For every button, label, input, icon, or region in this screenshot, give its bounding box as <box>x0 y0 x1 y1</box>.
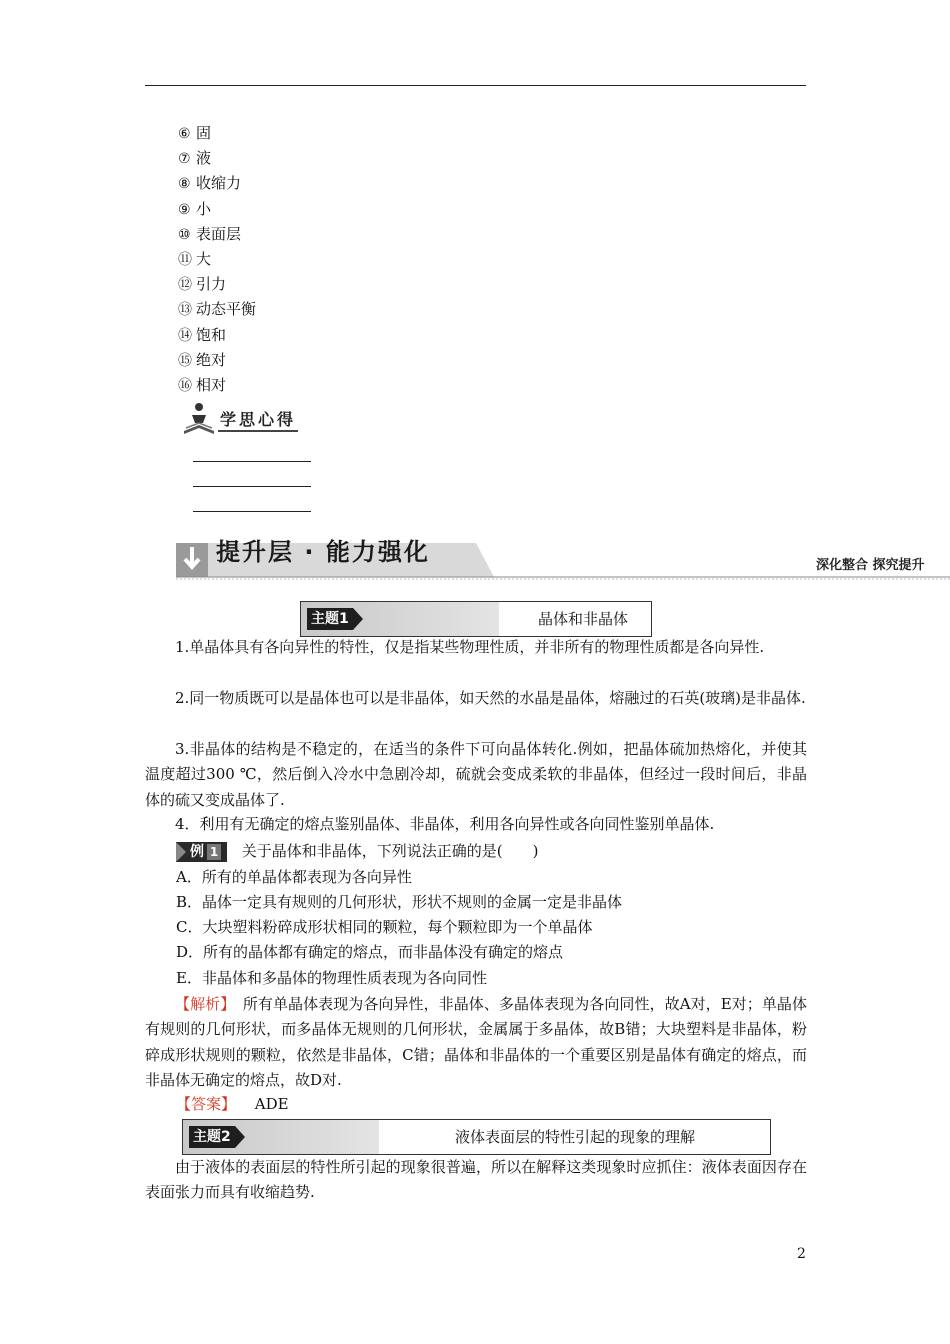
topic-2-header <box>182 1119 771 1155</box>
topic-2-name: 液体表面层的特性引起的现象的理解 <box>455 1128 696 1146</box>
option-e: E．非晶体和多晶体的物理性质表现为各向同性 <box>176 969 487 987</box>
list-item: ⑨ 小 <box>178 199 212 218</box>
analysis-paragraph <box>145 992 807 1093</box>
blank-line <box>193 461 311 462</box>
option-b: B．晶体一定具有规则的几何形状，形状不规则的金属一定是非晶体 <box>176 893 623 911</box>
answer-list <box>178 121 256 398</box>
topic-1-header <box>300 601 652 637</box>
analysis-label: 【解析】 <box>175 995 228 1013</box>
list-item: ⑬ 动态平衡 <box>178 300 257 319</box>
analysis-text: 所有单晶体表现为各向异性，非晶体、多晶体表现为各向同性，故A对，E对；单晶体有规则的几何形状，而多晶体无规则的几何形状，金属属于多晶体，故B错；大块塑料是非晶体，粉碎成形状规则的颗粒，依然是非晶体，C错；晶体和非晶体的一个重要区别是晶体有确定的熔点，而非晶体无确定的熔点，故D对. <box>145 995 807 1089</box>
topic-2-paragraph: 由于液体的表面层的特性所引起的现象很普遍，所以在解释这类现象时应抓住：液体表面因存在表面张力而具有收缩趋势. <box>145 1158 807 1202</box>
list-item: ⑥ 固 <box>178 124 212 142</box>
topic-1-name: 晶体和非晶体 <box>538 610 629 628</box>
list-item: ⑩ 表面层 <box>178 224 242 243</box>
banner-subtitle: 深化整合 探究提升 <box>816 558 925 573</box>
header-rule <box>145 85 806 86</box>
option-d: D．所有的晶体都有确定的熔点，而非晶体没有确定的熔点 <box>176 943 564 961</box>
list-item: ⑮ 绝对 <box>178 350 227 369</box>
reading-person-icon <box>182 401 216 435</box>
option-c: C．大块塑料粉碎成形状相同的颗粒，每个颗粒即为一个单晶体 <box>176 918 593 936</box>
topic-1-paragraph-2: 2.同一物质既可以是晶体也可以是非晶体，如天然的水晶是晶体，熔融过的石英(玻璃)是非晶体. <box>175 689 806 707</box>
option-a: A．所有的单晶体都表现为各向异性 <box>176 868 412 886</box>
list-item: ⑭ 饱和 <box>178 325 227 344</box>
section-banner <box>176 537 950 581</box>
example-tag: 例 1 <box>176 842 227 862</box>
answer-line <box>176 1092 289 1117</box>
banner-title: 提升层 · 能力强化 <box>216 538 430 566</box>
study-underline <box>218 430 298 432</box>
topic-1-tag: 主题1 <box>307 608 353 630</box>
list-item: ⑪ 大 <box>178 249 212 268</box>
list-item: ⑯ 相对 <box>178 375 227 394</box>
topic-2-tag: 主题2 <box>189 1126 235 1148</box>
example-question-line <box>176 839 539 864</box>
page-number: 2 <box>797 1246 806 1262</box>
topic-1-paragraph-4: 4．利用有无确定的熔点鉴别晶体、非晶体，利用各向异性或各向同性鉴别单晶体. <box>175 815 715 833</box>
topic-1-paragraph-3: 3.非晶体的结构是不稳定的，在适当的条件下可向晶体转化.例如，把晶体硫加热熔化，并使其温度超过300 ℃，然后倒入冷水中急剧冷却，硫就会变成柔软的非晶体，但经过一段时间后，非晶体的硫又变成晶体了. <box>145 740 807 809</box>
answer-label: 【答案】 <box>176 1095 237 1113</box>
list-item: ⑫ 引力 <box>178 275 227 294</box>
blank-line <box>193 486 311 487</box>
study-title: 学思心得 <box>220 409 297 429</box>
list-item: ⑧ 收缩力 <box>178 174 242 193</box>
example-question: 关于晶体和非晶体，下列说法正确的是( ) <box>241 842 539 860</box>
list-item: ⑦ 液 <box>178 149 212 168</box>
topic-1-paragraph-1: 1.单晶体具有各向异性的特性，仅是指某些物理性质，并非所有的物理性质都是各向异性. <box>175 638 765 656</box>
answer-value: ADE <box>254 1095 289 1113</box>
blank-line <box>193 511 311 512</box>
